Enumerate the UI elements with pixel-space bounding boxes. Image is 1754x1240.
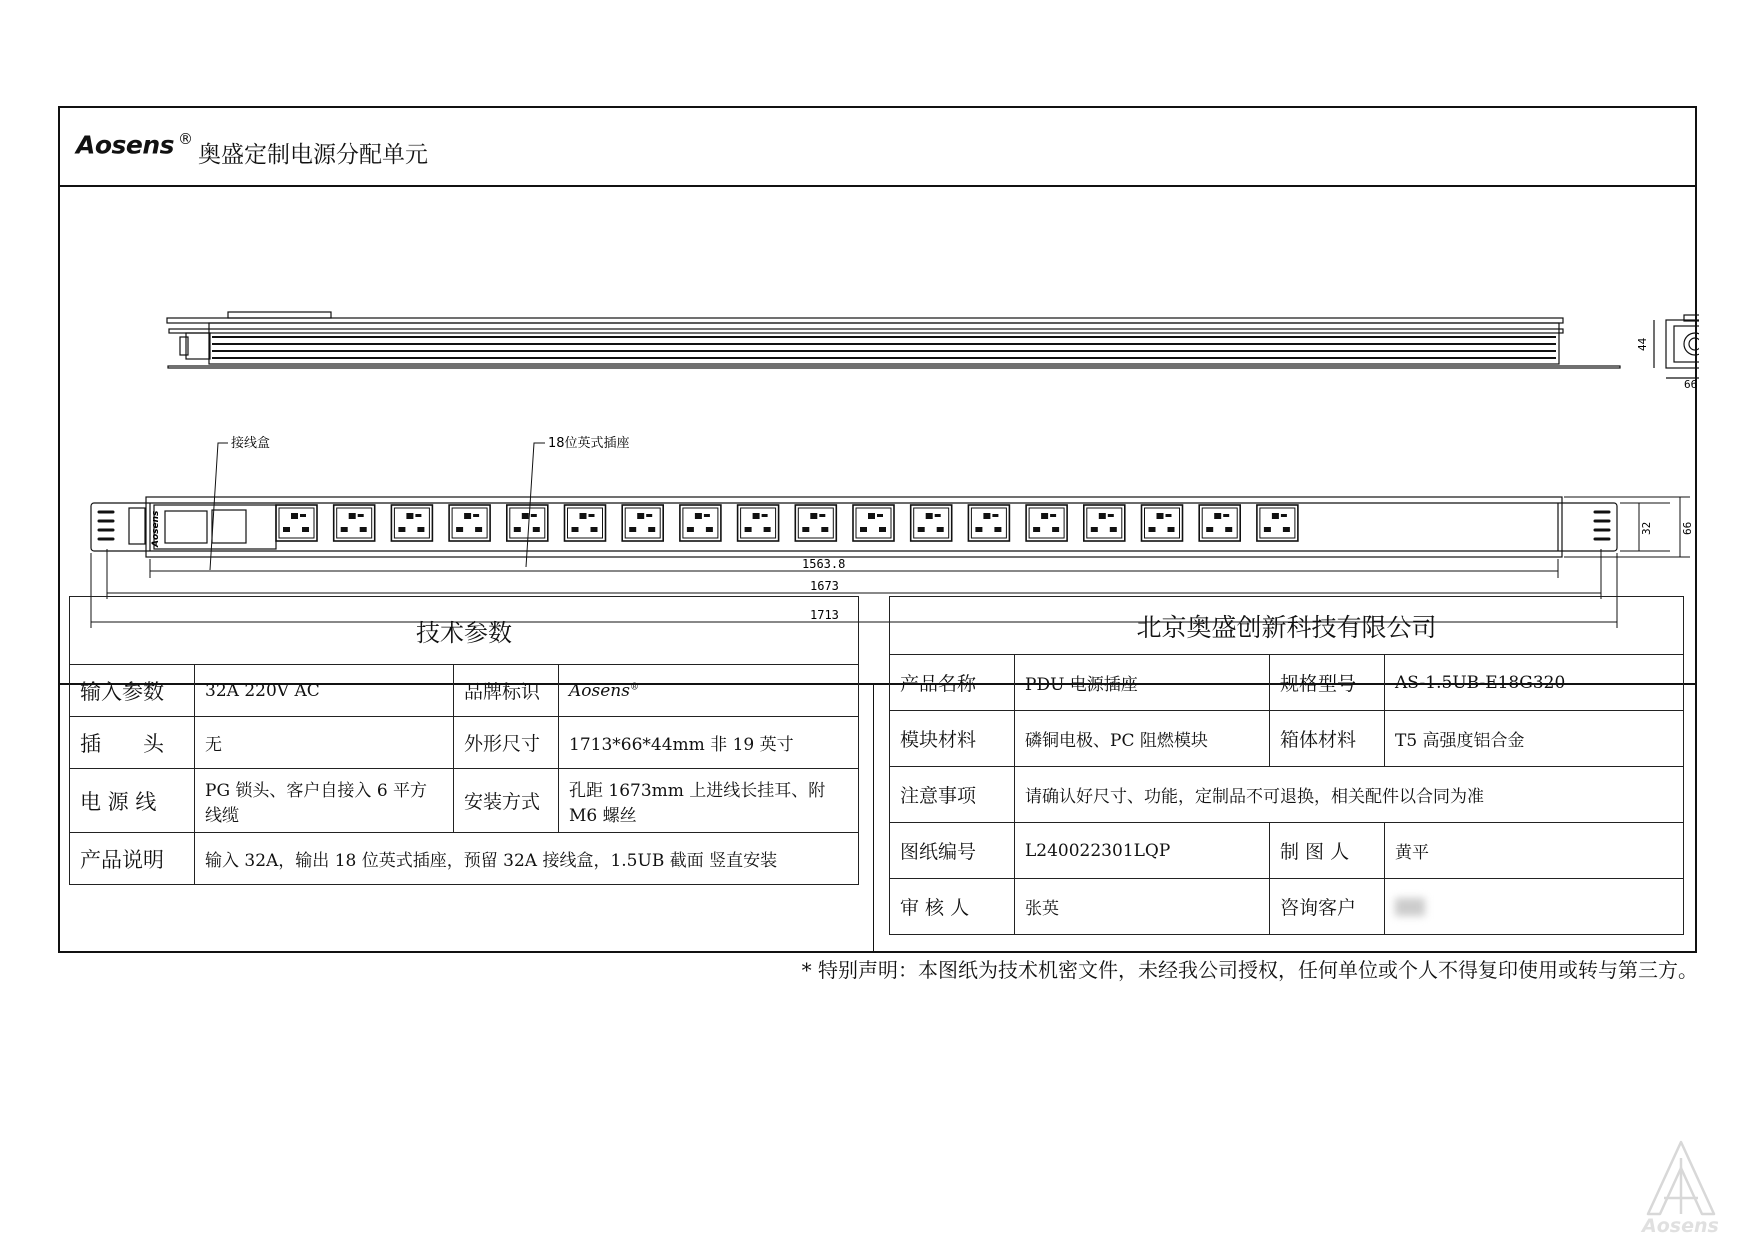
table-row [70,665,859,717]
power-cord-label: 电 源 线 [70,769,195,833]
aosens-logo: Aosens ® [76,130,193,160]
notes-value: 请确认好尺寸、功能，定制品不可退换，相关配件以合同为准 [1015,767,1684,823]
sockets-callout: 18位英式插座 [548,436,630,451]
junction-box-callout: 接线盒 [231,436,271,451]
drafter-value: 黄平 [1385,823,1684,879]
side-view-base [169,329,1563,333]
strip-brand: Aosens [151,510,161,547]
uk-socket-1 [276,505,317,541]
input-param-value: 32A 220V AC [195,665,454,717]
page-title: 奥盛定制电源分配单元 [198,142,428,168]
uk-socket-6 [565,505,606,541]
dim-label-2: 1673 [810,579,839,593]
uk-socket-3 [391,505,432,541]
uk-socket-16 [1142,505,1183,541]
power-cord-value: PG 锁头、客户自接入 6 平方线缆 [195,769,454,833]
brand-value: Aosens® [559,665,859,717]
dim-outer-height: 66 [1681,521,1694,535]
end-view [1654,315,1699,378]
table-row [890,655,1684,711]
product-name-label: 产品名称 [890,655,1015,711]
reviewer-label: 审 核 人 [890,879,1015,935]
module-material-label: 模块材料 [890,711,1015,767]
customer-value [1385,879,1684,935]
uk-socket-4 [449,505,490,541]
tech-params-title: 技术参数 [70,597,859,665]
uk-socket-12 [911,505,952,541]
drafter-label: 制 图 人 [1270,823,1385,879]
reviewer-value: 张英 [1015,879,1270,935]
mounting-value: 孔距 1673mm 上进线长挂耳、附 M6 螺丝 [559,769,859,833]
model-label: 规格型号 [1270,655,1385,711]
uk-socket-8 [680,505,721,541]
notes-label: 注意事项 [890,767,1015,823]
dimensions-label: 外形尺寸 [454,717,559,769]
uk-socket-9 [738,505,779,541]
table-row [890,767,1684,823]
dim-inner-height: 32 [1640,521,1653,535]
input-param-label: 输入参数 [70,665,195,717]
dim-label-1: 1563.8 [802,557,846,571]
module-material-value: 磷铜电极、PC 阻燃模块 [1015,711,1270,767]
plug-value: 无 [195,717,454,769]
housing-material-value: T5 高强度铝合金 [1385,711,1684,767]
mounting-label: 安装方式 [454,769,559,833]
company-info-table [889,596,1684,935]
uk-socket-7 [622,505,663,541]
svg-text:Aosens: Aosens [1642,1215,1719,1236]
dimensions-value: 1713*66*44mm 非 19 英寸 [559,717,859,769]
uk-socket-2 [334,505,375,541]
uk-socket-17 [1199,505,1240,541]
table-row [890,823,1684,879]
confidentiality-notice: * 特别声明：本图纸为技术机密文件，未经我公司授权，任何单位或个人不得复印使用或转与第三方。 [801,958,1698,982]
model-value: AS-1.5UB-E18G320 [1385,655,1684,711]
side-width-label: 66 [1684,378,1698,391]
drawing-sheet [58,106,1697,953]
aosens-watermark [1626,1136,1736,1240]
drawing-number-value: L240022301LQP [1015,823,1270,879]
tech-params-table [69,596,859,885]
socket-row [276,505,1298,541]
table-row [70,833,859,885]
company-name: 北京奥盛创新科技有限公司 [890,597,1684,655]
plug-label: 插 头 [70,717,195,769]
uk-socket-11 [853,505,894,541]
uk-socket-14 [1026,505,1067,541]
uk-socket-18 [1257,505,1298,541]
housing-material-label: 箱体材料 [1270,711,1385,767]
table-row [70,769,859,833]
title-bar [60,108,1695,187]
column-divider [873,683,874,953]
drawing-number-label: 图纸编号 [890,823,1015,879]
redacted-customer [1395,898,1425,916]
uk-socket-13 [968,505,1009,541]
product-name-value: PDU 电源插座 [1015,655,1270,711]
description-value: 输入 32A，输出 18 位英式插座，预留 32A 接线盒，1.5UB 截面 竖直安装 [195,833,859,885]
uk-socket-15 [1084,505,1125,541]
customer-label: 咨询客户 [1270,879,1385,935]
brand-label: 品牌标识 [454,665,559,717]
table-row [70,717,859,769]
front-view-outline [91,503,1617,551]
table-row [890,879,1684,935]
dim-label-3: 1713 [810,608,839,622]
front-view [91,497,1617,557]
description-label: 产品说明 [70,833,195,885]
uk-socket-5 [507,505,548,541]
table-row [890,711,1684,767]
uk-socket-10 [795,505,836,541]
side-height-label: 44 [1636,337,1649,351]
